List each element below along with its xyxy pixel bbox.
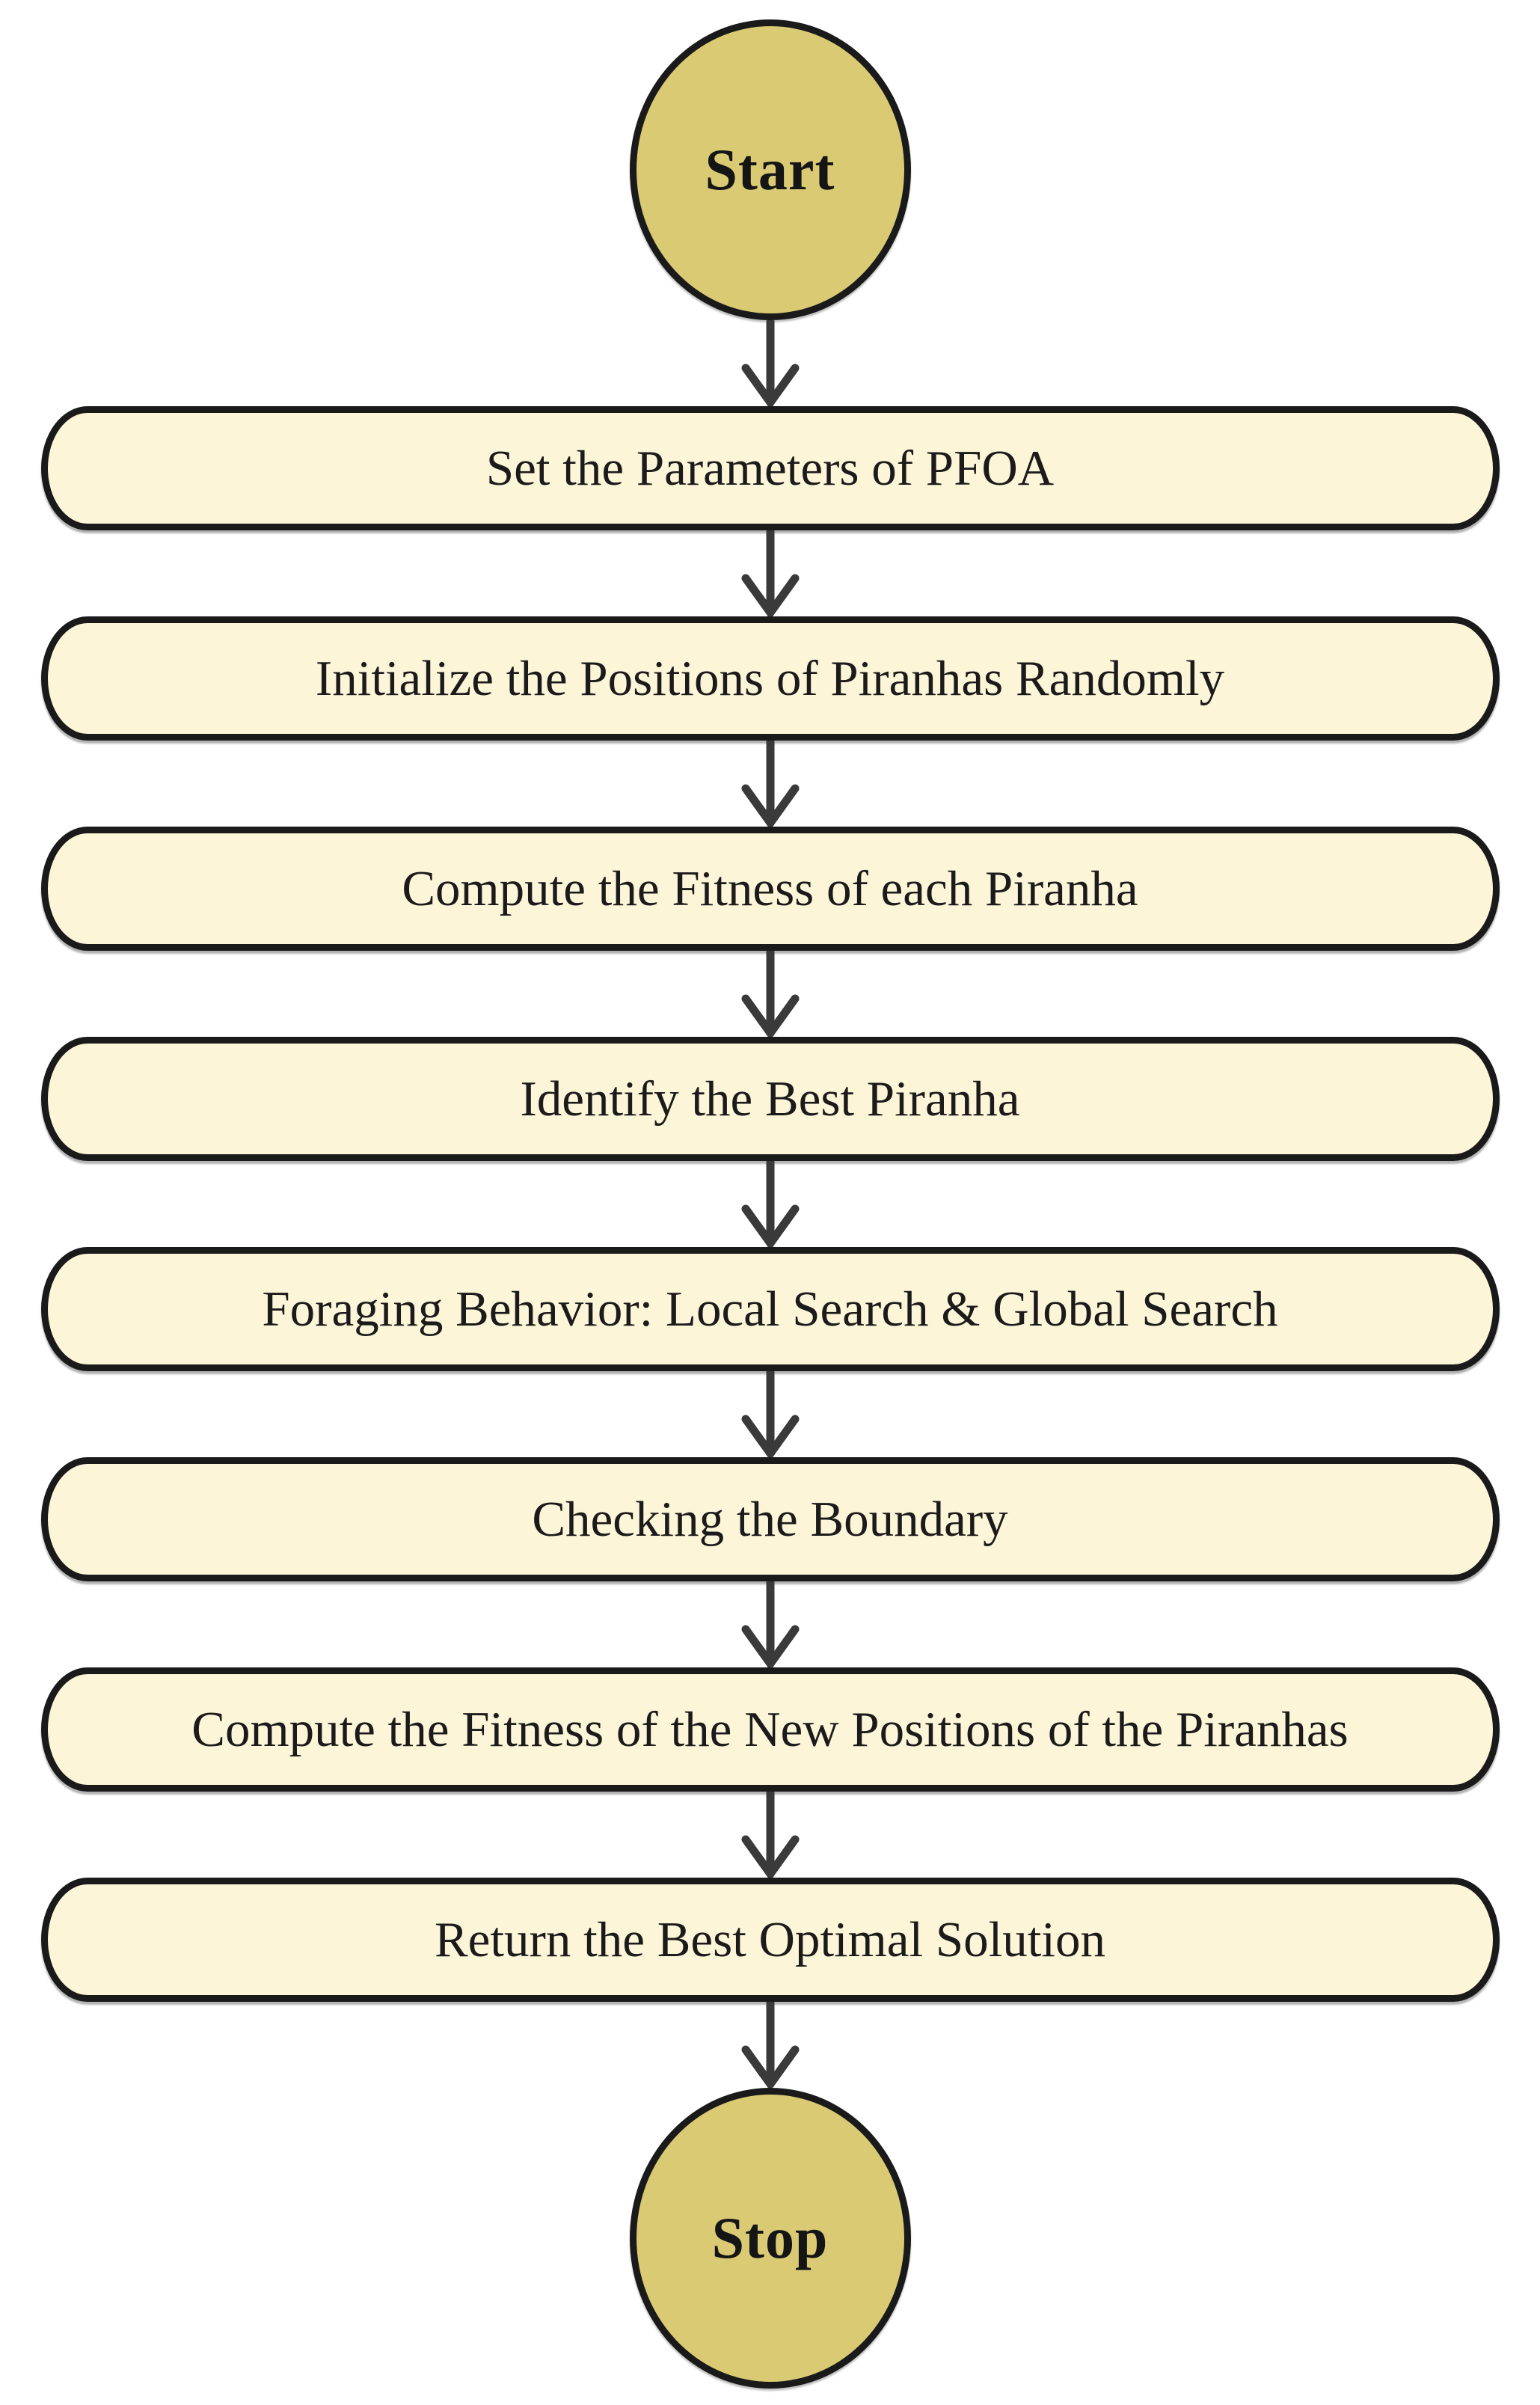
step-label: Checking the Boundary: [532, 1491, 1008, 1547]
step-label: Identify the Best Piranha: [520, 1070, 1020, 1127]
step-label: Compute the Fitness of each Piranha: [402, 860, 1138, 916]
down-arrow: [725, 951, 815, 1037]
step-label: Foraging Behavior: Local Search & Global Search: [262, 1281, 1278, 1337]
step-label: Compute the Fitness of the New Positions of the Piranhas: [191, 1701, 1349, 1757]
step-label: Set the Parameters of PFOA: [485, 440, 1055, 496]
down-arrow: [725, 320, 815, 406]
down-arrow: [725, 1581, 815, 1667]
down-arrow: [725, 741, 815, 827]
down-arrow: [725, 530, 815, 616]
step-box-checking-boundary: [41, 1457, 1500, 1581]
down-arrow: [725, 1371, 815, 1457]
step-box-set-parameters: [41, 406, 1500, 530]
start-label: Start: [705, 137, 835, 202]
step-box-identify-best: [41, 1037, 1500, 1161]
step-box-return-solution: [41, 1878, 1500, 2002]
stop-label: Stop: [711, 2205, 829, 2270]
step-label: Initialize the Positions of Piranhas Randomly: [315, 650, 1225, 706]
down-arrow: [725, 1792, 815, 1878]
step-box-compute-new-fitness: [41, 1667, 1500, 1792]
down-arrow: [725, 1161, 815, 1247]
step-box-foraging-behavior: [41, 1247, 1500, 1371]
start-terminal: [630, 19, 911, 320]
down-arrow: [725, 2002, 815, 2088]
step-box-initialize-positions: [41, 616, 1500, 741]
stop-terminal: [630, 2088, 911, 2389]
step-box-compute-fitness: [41, 827, 1500, 951]
step-label: Return the Best Optimal Solution: [434, 1911, 1105, 1967]
